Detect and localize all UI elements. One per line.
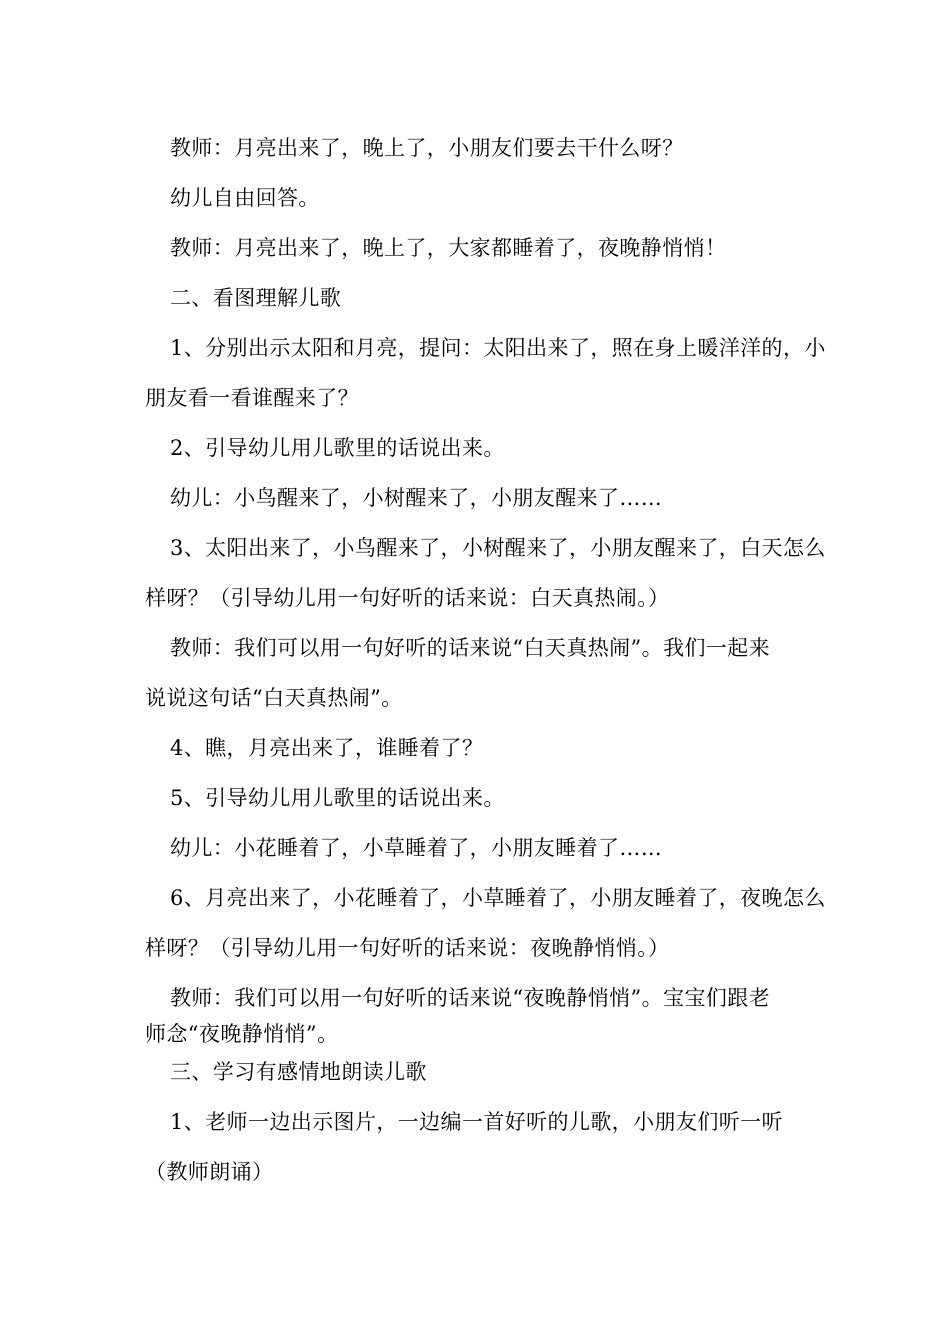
- text-line: 3、太阳出来了，小鸟醒来了，小树醒来了，小朋友醒来了，白天怎么: [170, 536, 826, 560]
- section-heading: 二、看图理解儿歌: [170, 286, 342, 310]
- text-line: 师念“夜晚静悄悄”。: [145, 1022, 339, 1046]
- text-line: 教师：月亮出来了，晚上了，大家都睡着了，夜晚静悄悄！: [170, 236, 727, 260]
- text-line: 教师：我们可以用一句好听的话来说“夜晚静悄悄”。宝宝们跟老: [170, 986, 771, 1010]
- section-heading: 三、学习有感情地朗读儿歌: [170, 1060, 427, 1084]
- text-line: 样呀？（引导幼儿用一句好听的话来说：白天真热闹。）: [145, 586, 670, 610]
- text-line: 朋友看一看谁醒来了？: [145, 386, 359, 410]
- text-line: 幼儿自由回答。: [170, 186, 320, 210]
- text-line: 1、老师一边出示图片，一边编一首好听的儿歌，小朋友们听一听: [170, 1110, 783, 1134]
- text-line: 教师：我们可以用一句好听的话来说“白天真热闹”。我们一起来: [170, 636, 771, 660]
- text-line: 幼儿：小鸟醒来了，小树醒来了，小朋友醒来了……: [170, 486, 663, 510]
- text-line: 说说这句话“白天真热闹”。: [145, 686, 403, 710]
- text-line: （教师朗诵）: [145, 1160, 274, 1184]
- text-line: 幼儿：小花睡着了，小草睡着了，小朋友睡着了……: [170, 836, 663, 860]
- text-line: 5、引导幼儿用儿歌里的话说出来。: [170, 786, 505, 810]
- text-line: 2、引导幼儿用儿歌里的话说出来。: [170, 436, 505, 460]
- text-line: 6、月亮出来了，小花睡着了，小草睡着了，小朋友睡着了，夜晚怎么: [170, 886, 826, 910]
- text-line: 4、瞧，月亮出来了，谁睡着了？: [170, 736, 484, 760]
- text-line: 1、分别出示太阳和月亮，提问：太阳出来了，照在身上暖洋洋的，小: [170, 336, 826, 360]
- text-line: 教师：月亮出来了，晚上了，小朋友们要去干什么呀？: [170, 136, 684, 160]
- text-line: 样呀？（引导幼儿用一句好听的话来说：夜晚静悄悄。）: [145, 936, 670, 960]
